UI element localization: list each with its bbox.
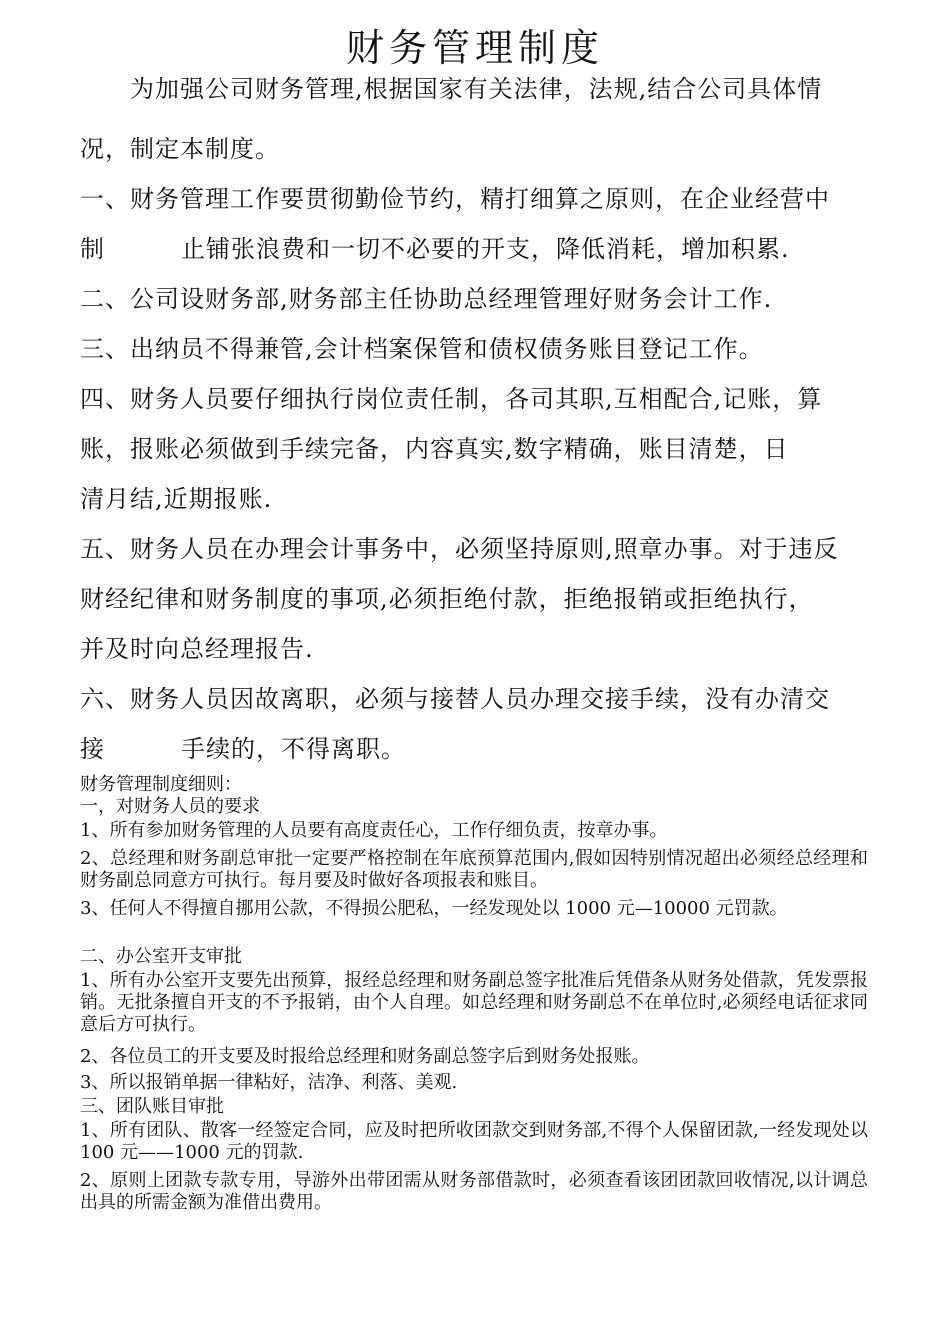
details-heading: 财务管理制度细则： bbox=[80, 774, 242, 795]
article-4-line-1: 四、财务人员要仔细执行岗位责任制，各司其职,互相配合,记账，算 bbox=[80, 385, 823, 413]
article-2 bbox=[80, 274, 868, 324]
details-item-1-1: 1、所有参加财务管理的人员要有高度责任心，工作仔细负责，按章办事。 bbox=[80, 820, 668, 841]
article-5-line-3: 并及时向总经理报告. bbox=[80, 635, 314, 663]
details-section-1-title: 一，对财务人员的要求 bbox=[80, 796, 260, 817]
page-title: 财务管理制度 bbox=[345, 26, 604, 70]
article-3-text: 三、出纳员不得兼管,会计档案保管和债权债务账目登记工作。 bbox=[80, 335, 764, 363]
article-6-line-2-tail: 手续的，不得离职。 bbox=[181, 735, 406, 763]
details-item-2-1: 1、所有办公室开支要先出预算，报经总经理和财务副总签字批准后凭借条从财务处借款，凭发票报销。无批条擅自开支的不予报销，由个人自理。如总经理和财务副总不在单位时,必须经电话征求同意后方可执行。 bbox=[80, 970, 868, 1035]
details-item-2-2: 2、各位员工的开支要及时报给总经理和财务副总签字后到财务处报账。 bbox=[80, 1046, 650, 1067]
details-item-3-1: 1、所有团队、散客一经签定合同，应及时把所收团款交到财务部,不得个人保留团款,一经发现处以 100 元——1000 元的罚款. bbox=[80, 1120, 868, 1163]
article-1-line-2-head: 制 bbox=[80, 235, 105, 263]
article-1-cont bbox=[80, 224, 868, 274]
details-item-3-2: 2、原则上团款专款专用，导游外出带团需从财务部借款时，必须查看该团团款回收情况,以计调总出具的所需金额为准借出费用。 bbox=[80, 1170, 868, 1213]
article-6 bbox=[80, 674, 868, 724]
details-section-3-title: 三、团队账目审批 bbox=[80, 1096, 224, 1117]
article-4-line-3: 清月结,近期报账. bbox=[80, 485, 273, 513]
article-3 bbox=[80, 324, 868, 374]
article-5-cont-1 bbox=[80, 574, 868, 624]
intro-paragraph bbox=[80, 64, 868, 114]
article-5-line-2: 财经纪律和财务制度的事项,必须拒绝付款，拒绝报销或拒绝执行， bbox=[80, 585, 814, 613]
article-4-line-2: 账，报账必须做到手续完备，内容真实,数字精确，账目清楚，日 bbox=[80, 435, 789, 463]
article-6-line-2-head: 接 bbox=[80, 735, 105, 763]
details-section-2-title: 二、办公室开支审批 bbox=[80, 946, 242, 967]
article-4-cont-2 bbox=[80, 474, 868, 524]
article-6-cont bbox=[80, 724, 868, 774]
article-4-cont-1 bbox=[80, 424, 868, 474]
details-item-1-2: 2、总经理和财务副总审批一定要严格控制在年底预算范围内,假如因特别情况超出必须经总经理和财务副总同意方可执行。每月要及时做好各项报表和账目。 bbox=[80, 848, 868, 891]
article-6-line-1: 六、财务人员因故离职，必须与接替人员办理交接手续，没有办清交 bbox=[80, 685, 830, 713]
intro-paragraph-cont bbox=[80, 124, 868, 174]
article-2-text: 二、公司设财务部,财务部主任协助总经理管理好财务会计工作. bbox=[80, 285, 773, 313]
article-5-line-1: 五、财务人员在办理会计事务中，必须坚持原则,照章办事。对于违反 bbox=[80, 535, 839, 563]
article-4 bbox=[80, 374, 868, 424]
article-1-line-1: 一、财务管理工作要贯彻勤俭节约，精打细算之原则，在企业经营中 bbox=[80, 185, 830, 213]
details-item-1-3: 3、任何人不得擅自挪用公款，不得损公肥私，一经发现处以 1000 元—10000 元罚款。 bbox=[80, 898, 788, 919]
article-1-line-2-tail: 止铺张浪费和一切不必要的开支，降低消耗，增加积累. bbox=[181, 235, 790, 263]
article-5 bbox=[80, 524, 868, 574]
details-item-2-3: 3、所以报销单据一律粘好，洁净、利落、美观. bbox=[80, 1072, 458, 1093]
intro-line-2: 况，制定本制度。 bbox=[80, 135, 280, 163]
intro-line-1: 为加强公司财务管理,根据国家有关法律，法规,结合公司具体情 bbox=[130, 75, 823, 103]
article-1 bbox=[80, 174, 868, 224]
article-5-cont-2 bbox=[80, 624, 868, 674]
